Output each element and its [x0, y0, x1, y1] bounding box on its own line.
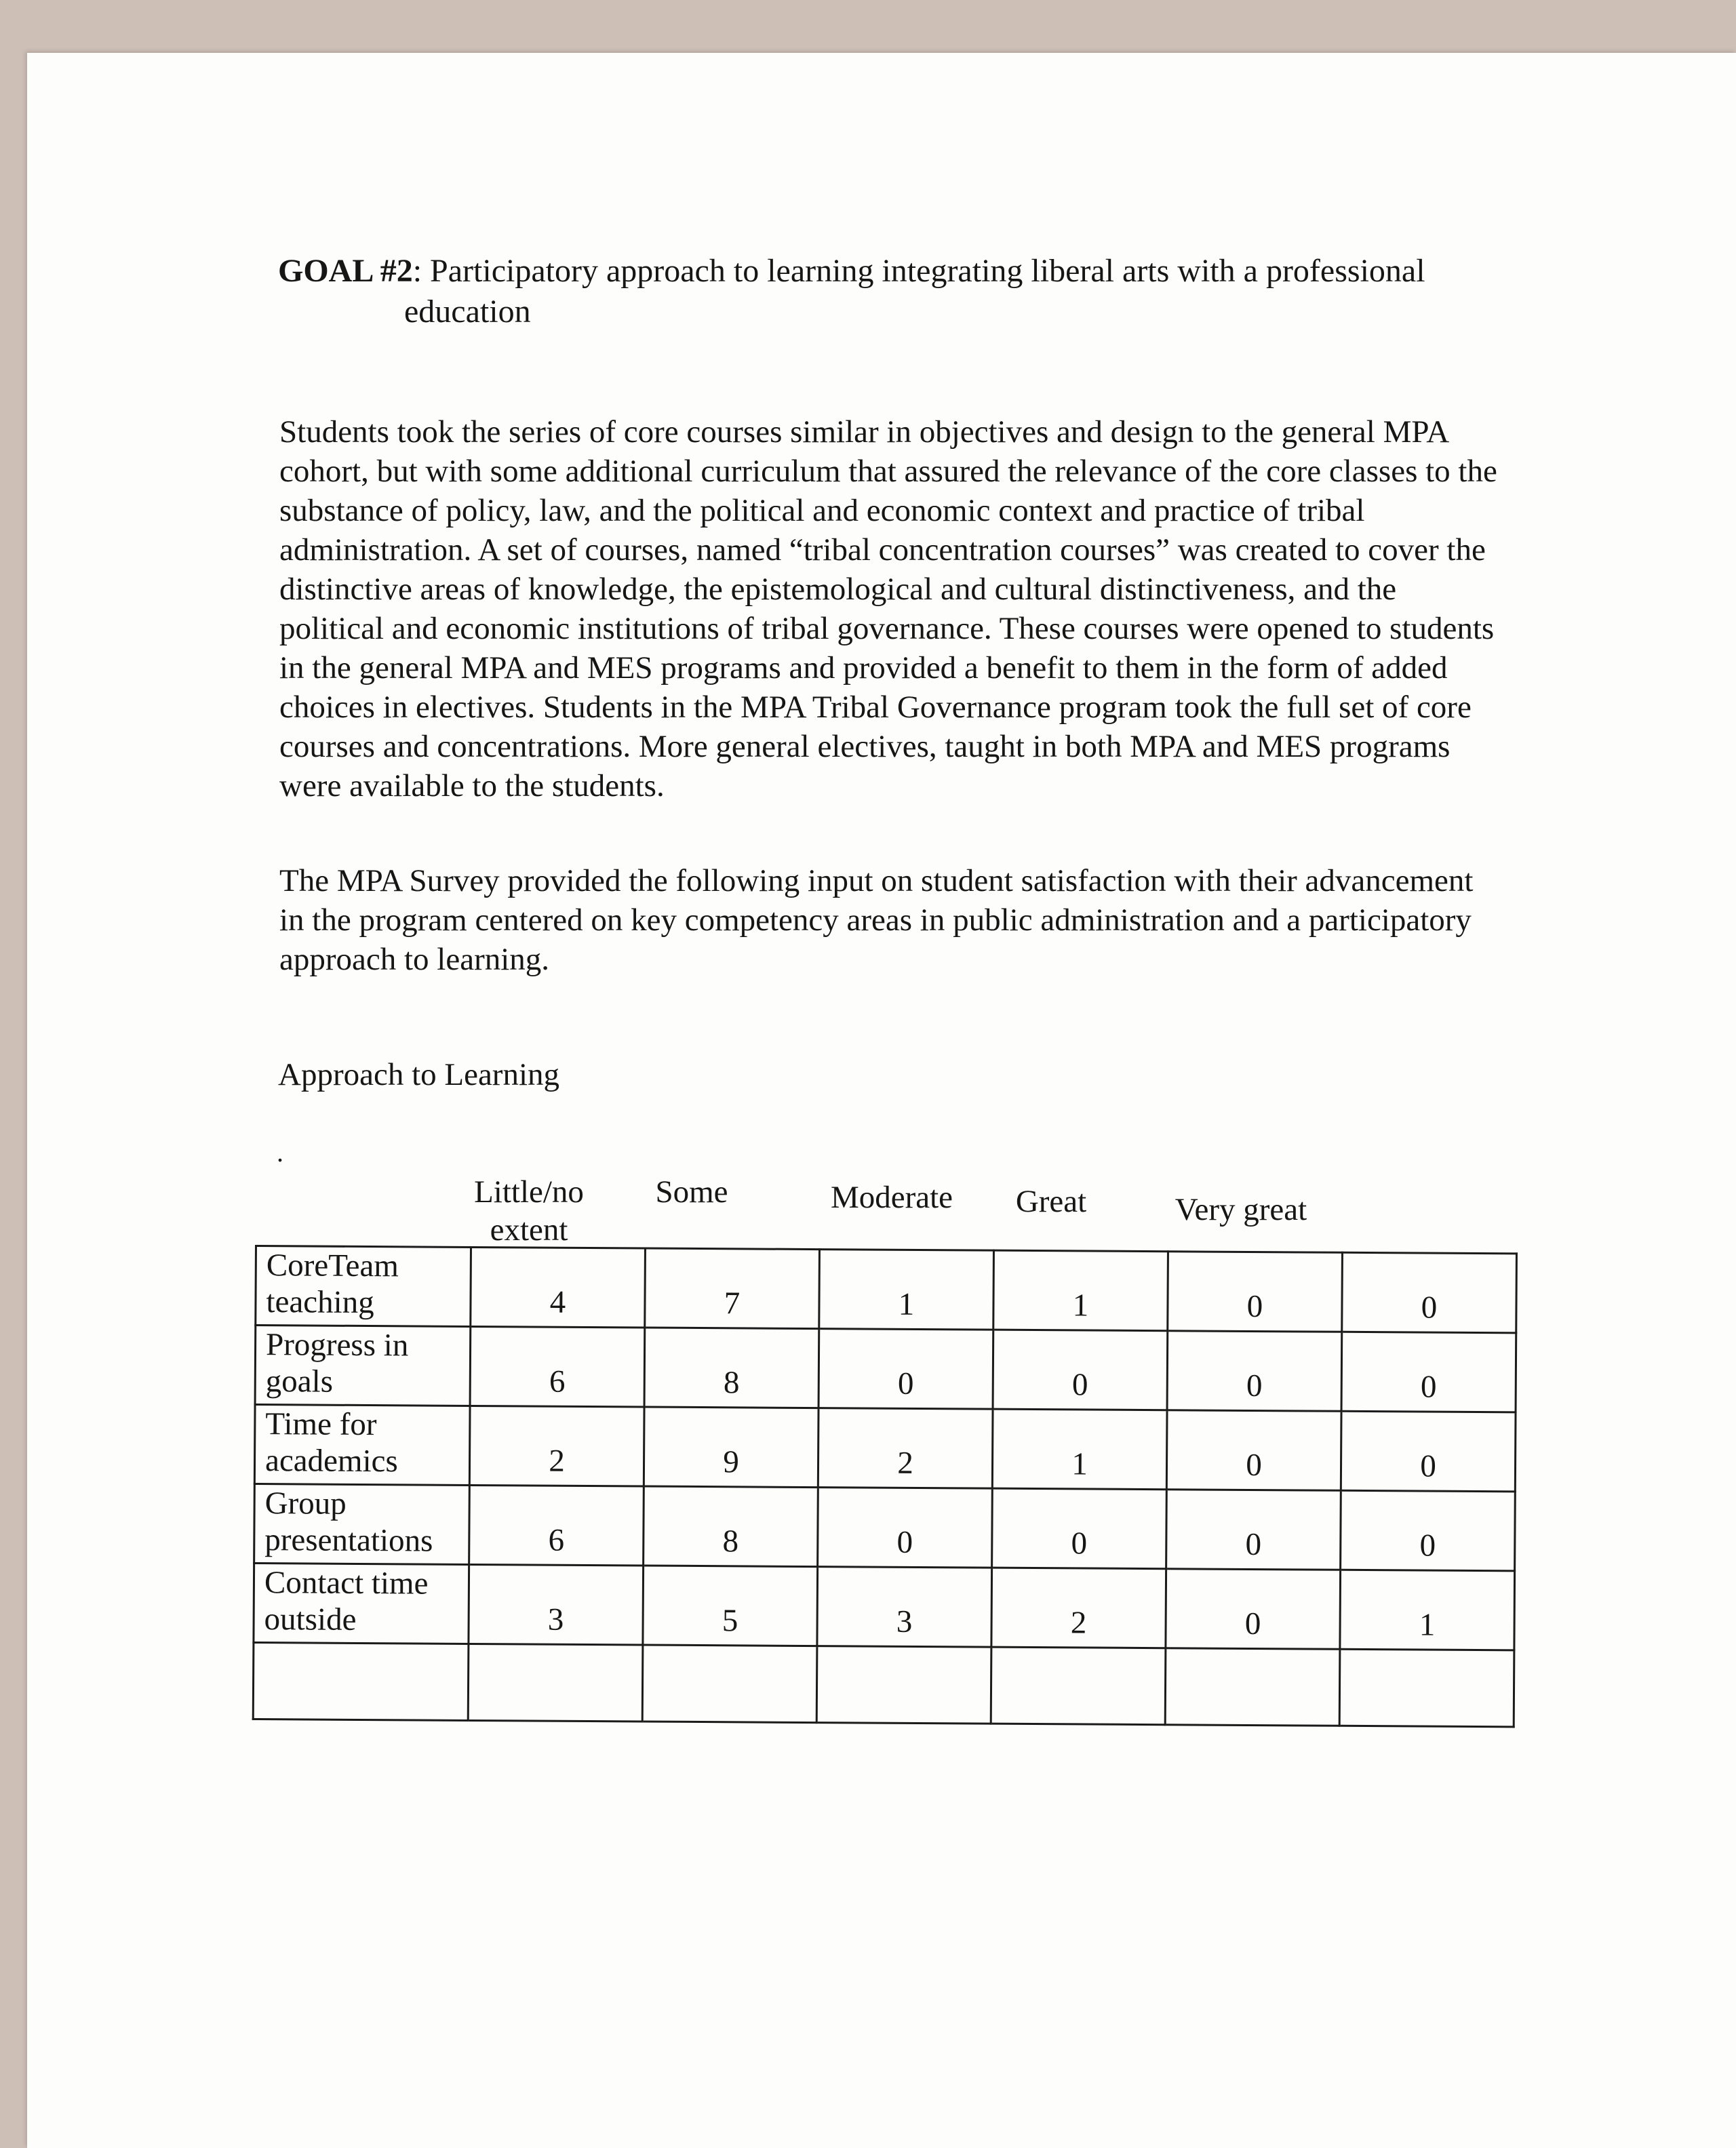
goal-heading: [278, 251, 1553, 332]
table-row: [254, 1564, 1515, 1650]
row-label: Group presentations: [254, 1484, 470, 1565]
table-cell: 6: [470, 1326, 645, 1407]
table-cell: 0: [1168, 1252, 1343, 1332]
column-header-great: Great: [1015, 1184, 1087, 1219]
column-header-some: Some: [655, 1174, 728, 1210]
table-cell-empty: [253, 1642, 469, 1720]
table-cell: 1: [1340, 1570, 1515, 1650]
row-label: CoreTeam teaching: [256, 1246, 471, 1327]
table-cell: 0: [1166, 1490, 1341, 1570]
table-cell: 0: [1341, 1411, 1516, 1492]
table-cell: 8: [644, 1328, 819, 1408]
table-cell: 0: [993, 1330, 1168, 1410]
table-cell: 7: [645, 1248, 820, 1329]
row-label: Contact time outside: [254, 1564, 469, 1644]
table-cell: 8: [644, 1486, 818, 1567]
column-header-little: Little/no extent: [474, 1174, 584, 1248]
table-cell: 0: [818, 1488, 993, 1568]
table-row: [255, 1326, 1516, 1412]
table-cell: 2: [818, 1408, 993, 1489]
column-header-very-great: Very great: [1175, 1192, 1307, 1227]
table-row-empty: [253, 1642, 1514, 1726]
stray-mark: .: [277, 1137, 283, 1168]
survey-table: [252, 1245, 1518, 1728]
goal-label: GOAL #2: [278, 253, 413, 289]
table-cell: 6: [469, 1485, 644, 1566]
column-header-moderate: Moderate: [830, 1180, 953, 1215]
table-cell: 0: [818, 1329, 993, 1410]
table-cell: 2: [469, 1406, 644, 1486]
table-cell-empty: [468, 1644, 643, 1722]
table-row: [254, 1405, 1516, 1492]
goal-text-line2: education: [404, 294, 531, 330]
table-cell: 9: [644, 1407, 818, 1488]
row-label: Progress in goals: [255, 1326, 471, 1406]
table-cell: 0: [1166, 1569, 1341, 1650]
table-cell: 3: [817, 1567, 992, 1648]
table-cell: 5: [643, 1566, 818, 1646]
table-cell-empty: [991, 1647, 1166, 1725]
table-cell-empty: [1165, 1648, 1340, 1726]
section-heading: Approach to Learning: [278, 1057, 560, 1092]
paragraph-curriculum: Students took the series of core courses similar in objectives and design to the general MPA cohort, but with some additional curriculum that assured the relevance of the core classes to the substance of policy, law, and the political and economic context and practice of tribal administration. A set of courses, named “tribal concentration courses” was created to cover the distinctive areas of knowledge, the epistemological and cultural distinctiveness, and the political and economic institutions of tribal governance. These courses were opened to students in the general MPA and MES programs and provided a benefit to them in the form of added choices in electives. Students in the MPA Tribal Governance program took the full set of core courses and concentrations. More general electives, taught in both MPA and MES programs were available to the students.: [279, 414, 1497, 803]
document-page: [27, 53, 1736, 2148]
table-cell: 0: [1341, 1332, 1516, 1412]
table-cell: 1: [992, 1409, 1167, 1490]
table-cell: 4: [471, 1247, 646, 1328]
table-cell: 1: [819, 1250, 994, 1330]
table-cell: 3: [469, 1564, 644, 1645]
table-cell: 1: [993, 1250, 1168, 1331]
table-cell: 0: [1342, 1252, 1517, 1333]
table-cell-empty: [816, 1646, 991, 1724]
table-cell: 2: [991, 1568, 1166, 1648]
table-cell-empty: [642, 1645, 817, 1723]
table-row: [254, 1484, 1516, 1571]
paragraph-survey-intro: The MPA Survey provided the following input on student satisfaction with their advancement in the program centered on key competency areas in public administration and a participatory approach to learning.: [279, 863, 1474, 977]
table-cell: 0: [1166, 1410, 1341, 1491]
row-label: Time for academics: [254, 1405, 470, 1486]
goal-text-line1: : Participatory approach to learning integrating liberal arts with a professional: [412, 253, 1425, 289]
table-cell-empty: [1339, 1649, 1514, 1727]
table-row: [256, 1246, 1517, 1333]
table-cell: 0: [992, 1488, 1167, 1569]
table-cell: 0: [1341, 1490, 1516, 1571]
table-cell: 0: [1167, 1331, 1342, 1412]
